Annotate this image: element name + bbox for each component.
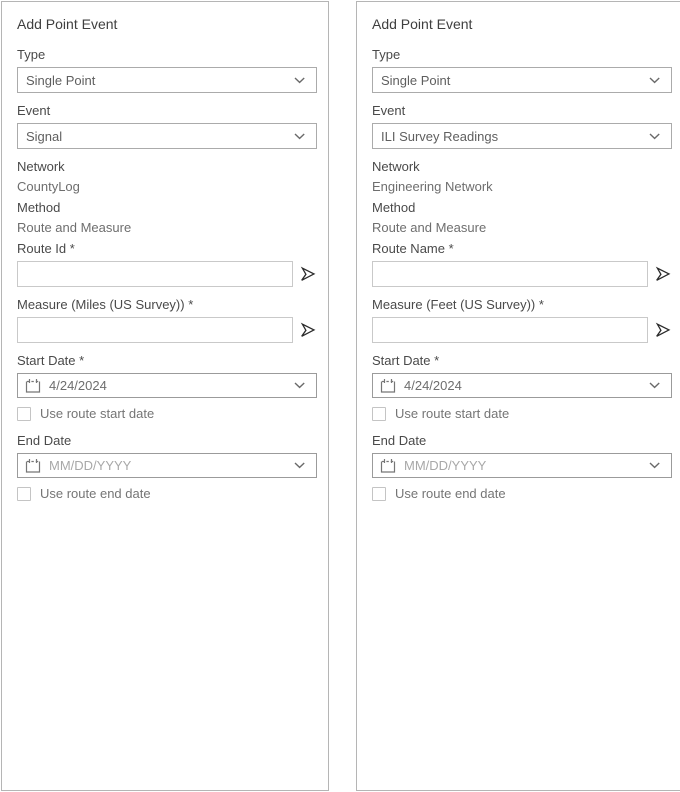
map-pointer-icon	[300, 266, 316, 282]
end-date-label: End Date	[372, 433, 427, 448]
measure-picker-button[interactable]	[654, 321, 672, 339]
add-point-event-panel-left	[1, 1, 329, 791]
start-date-label: Start Date *	[372, 353, 440, 368]
method-value: Route and Measure	[17, 220, 132, 235]
type-select-value: Single Point	[381, 72, 451, 88]
use-route-end-label: Use route end date	[40, 486, 151, 501]
end-date-input[interactable]	[372, 453, 672, 478]
start-date-input[interactable]	[17, 373, 317, 398]
chevron-down-icon	[649, 462, 661, 469]
panel-title: Add Point Event	[372, 16, 473, 32]
measure-input[interactable]	[372, 317, 648, 343]
route-picker-button[interactable]	[654, 265, 672, 283]
map-pointer-icon	[655, 266, 671, 282]
measure-label: Measure (Miles (US Survey)) *	[17, 297, 194, 312]
end-date-input[interactable]	[17, 453, 317, 478]
add-point-event-panel-right	[356, 1, 680, 791]
end-date-placeholder: MM/DD/YYYY	[49, 458, 132, 473]
type-select[interactable]	[372, 67, 672, 93]
use-route-end-checkbox[interactable]	[372, 487, 386, 501]
use-route-end-checkbox[interactable]	[17, 487, 31, 501]
calendar-icon	[25, 378, 41, 394]
use-route-end-label: Use route end date	[395, 486, 506, 501]
event-label: Event	[17, 103, 51, 118]
measure-label: Measure (Feet (US Survey)) *	[372, 297, 544, 312]
event-select-value: ILI Survey Readings	[381, 128, 499, 144]
map-pointer-icon	[300, 322, 316, 338]
measure-picker-button[interactable]	[299, 321, 317, 339]
network-label: Network	[17, 159, 65, 174]
network-value: Engineering Network	[372, 179, 493, 194]
start-date-value: 4/24/2024	[404, 378, 462, 393]
event-label: Event	[372, 103, 406, 118]
panel-title: Add Point Event	[17, 16, 118, 32]
network-label: Network	[372, 159, 420, 174]
start-date-input[interactable]	[372, 373, 672, 398]
method-label: Method	[17, 200, 61, 215]
end-date-placeholder: MM/DD/YYYY	[404, 458, 487, 473]
calendar-icon	[380, 378, 396, 394]
chevron-down-icon	[294, 462, 306, 469]
end-date-label: End Date	[17, 433, 72, 448]
use-route-start-checkbox[interactable]	[372, 407, 386, 421]
measure-input[interactable]	[17, 317, 293, 343]
network-value: CountyLog	[17, 179, 80, 194]
method-value: Route and Measure	[372, 220, 487, 235]
type-label: Type	[372, 47, 401, 62]
start-date-value: 4/24/2024	[49, 378, 107, 393]
route-name-label: Route Name *	[372, 241, 454, 256]
chevron-down-icon	[294, 133, 306, 140]
use-route-start-label: Use route start date	[395, 406, 510, 421]
event-select[interactable]	[372, 123, 672, 149]
event-select-value: Signal	[26, 128, 63, 144]
use-route-start-label: Use route start date	[40, 406, 155, 421]
start-date-label: Start Date *	[17, 353, 85, 368]
type-label: Type	[17, 47, 46, 62]
calendar-icon	[25, 458, 41, 474]
chevron-down-icon	[649, 77, 661, 84]
route-picker-button[interactable]	[299, 265, 317, 283]
chevron-down-icon	[294, 77, 306, 84]
type-select-value: Single Point	[26, 72, 96, 88]
use-route-start-checkbox[interactable]	[17, 407, 31, 421]
route-id-input[interactable]	[17, 261, 293, 287]
route-name-input[interactable]	[372, 261, 648, 287]
route-id-label: Route Id *	[17, 241, 75, 256]
chevron-down-icon	[649, 133, 661, 140]
method-label: Method	[372, 200, 416, 215]
type-select[interactable]	[17, 67, 317, 93]
event-select[interactable]	[17, 123, 317, 149]
map-pointer-icon	[655, 322, 671, 338]
chevron-down-icon	[649, 382, 661, 389]
chevron-down-icon	[294, 382, 306, 389]
calendar-icon	[380, 458, 396, 474]
